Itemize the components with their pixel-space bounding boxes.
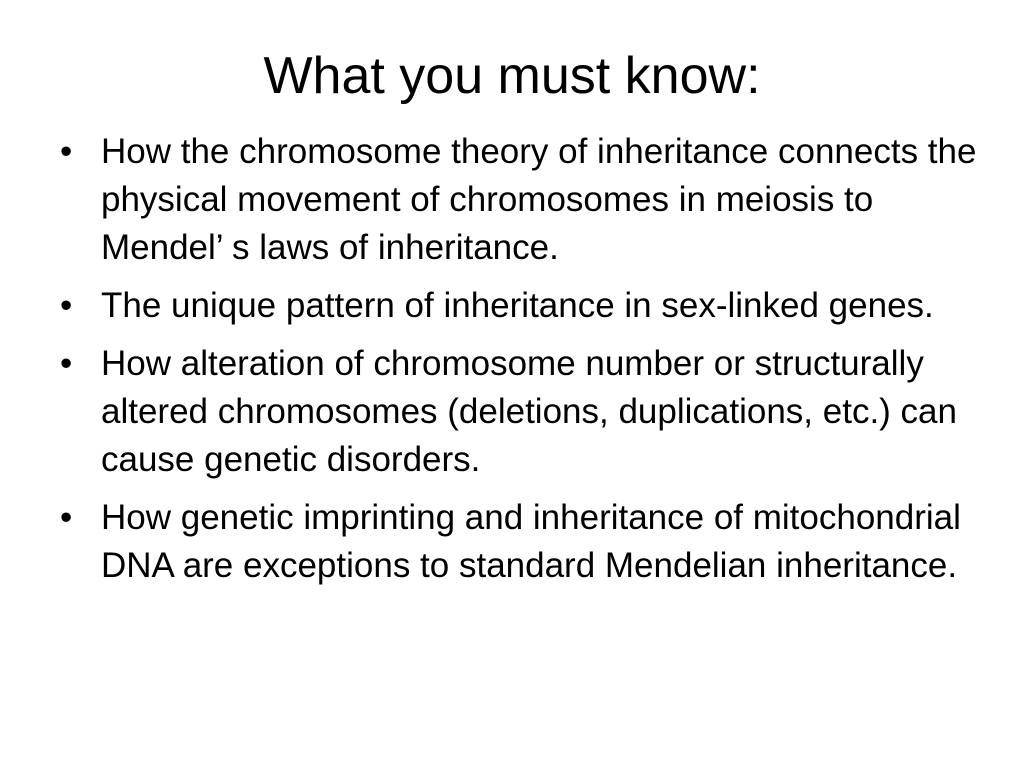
bullet-list (60, 128, 980, 600)
list-item (60, 340, 980, 484)
list-item (60, 494, 980, 590)
slide-title: What you must know: (263, 47, 761, 105)
bullet-icon: • (60, 132, 73, 171)
bullet-text: The unique pattern of inheritance in sex-linked genes. (101, 286, 934, 325)
list-item (60, 282, 980, 330)
bullet-icon: • (60, 498, 73, 537)
bullet-text: How the chromosome theory of inheritance connects the physical movement of chromosomes in meiosis to Mendel’ s laws of inheritance. (101, 132, 977, 267)
bullet-icon: • (60, 344, 73, 383)
bullet-icon: • (60, 286, 73, 325)
bullet-text: How alteration of chromosome number or structurally altered chromosomes (deletions, duplications, etc.) can cause genetic disorders. (101, 344, 957, 479)
list-item (60, 128, 980, 272)
bullet-text: How genetic imprinting and inheritance of mitochondrial DNA are exceptions to standard Mendelian inheritance. (101, 498, 961, 585)
